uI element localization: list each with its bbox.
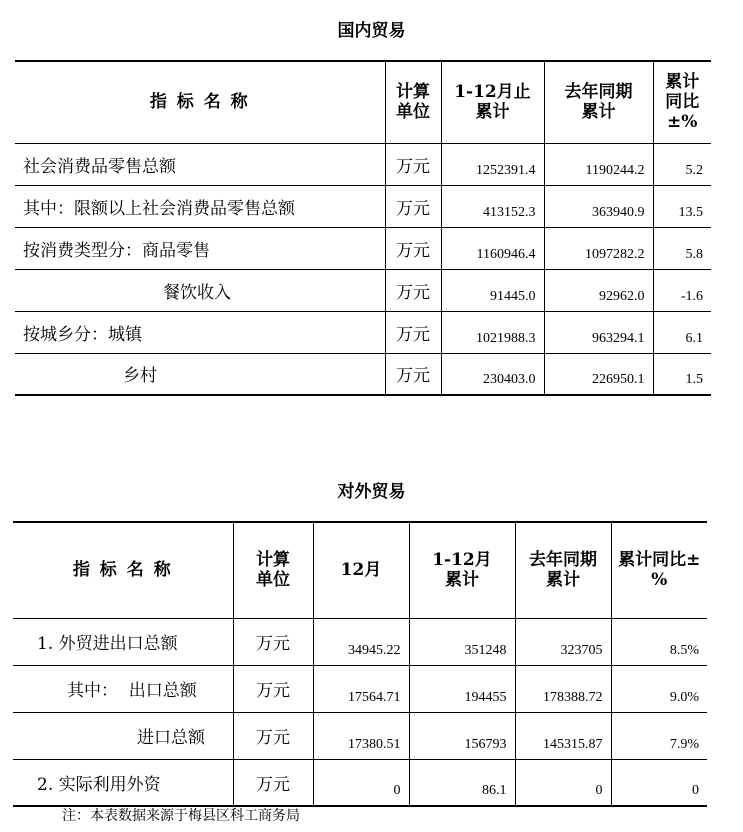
source-note: 注：本表数据来源于梅县区科工商务局	[62, 808, 300, 824]
row-pct: 5.2	[653, 143, 711, 185]
row-prev: 226950.1	[544, 353, 653, 395]
row-name: 1. 外贸进出口总额	[13, 618, 233, 665]
row-cum: 194455	[409, 665, 515, 712]
header-pct: 累计同比±%	[653, 61, 711, 143]
row-unit: 万元	[385, 269, 441, 311]
row-month: 0	[313, 759, 409, 806]
row-name: 餐饮收入	[15, 269, 385, 311]
row-unit: 万元	[233, 665, 313, 712]
row-prev: 178388.72	[515, 665, 611, 712]
row-pct: 5.8	[653, 227, 711, 269]
row-pct: 13.5	[653, 185, 711, 227]
row-unit: 万元	[385, 185, 441, 227]
row-cum: 1160946.4	[441, 227, 544, 269]
row-name: 进口总额	[13, 712, 233, 759]
row-unit: 万元	[233, 618, 313, 665]
row-cum: 351248	[409, 618, 515, 665]
table-row	[15, 143, 711, 185]
header-cum: 1-12月止累计	[441, 61, 544, 143]
row-cum: 156793	[409, 712, 515, 759]
row-unit: 万元	[233, 712, 313, 759]
row-cum: 413152.3	[441, 185, 544, 227]
row-name: 按城乡分：城镇	[15, 311, 385, 353]
row-month: 34945.22	[313, 618, 409, 665]
row-cum: 1021988.3	[441, 311, 544, 353]
table-header-row	[15, 61, 711, 143]
table-row	[13, 759, 707, 806]
row-prev: 323705	[515, 618, 611, 665]
row-pct: 7.9%	[611, 712, 707, 759]
row-prev: 1190244.2	[544, 143, 653, 185]
domestic-trade-title: 国内贸易	[337, 21, 406, 41]
table-row	[15, 185, 711, 227]
row-pct: 9.0%	[611, 665, 707, 712]
foreign-trade-title: 对外贸易	[337, 482, 406, 502]
row-prev: 0	[515, 759, 611, 806]
row-unit: 万元	[385, 353, 441, 395]
table-row	[15, 227, 711, 269]
header-unit: 计算单位	[233, 522, 313, 618]
row-pct: 0	[611, 759, 707, 806]
row-name: 乡村	[15, 353, 385, 395]
table-row	[15, 311, 711, 353]
header-prev: 去年同期累计	[515, 522, 611, 618]
table-row	[15, 269, 711, 311]
table-row	[13, 712, 707, 759]
row-unit: 万元	[385, 143, 441, 185]
row-month: 17380.51	[313, 712, 409, 759]
row-name: 2. 实际利用外资	[13, 759, 233, 806]
table-row	[15, 353, 711, 395]
row-pct: 1.5	[653, 353, 711, 395]
header-prev: 去年同期累计	[544, 61, 653, 143]
row-prev: 145315.87	[515, 712, 611, 759]
row-cum: 230403.0	[441, 353, 544, 395]
row-pct: 8.5%	[611, 618, 707, 665]
header-name: 指 标 名 称	[13, 522, 233, 618]
row-month: 17564.71	[313, 665, 409, 712]
row-pct: -1.6	[653, 269, 711, 311]
row-unit: 万元	[233, 759, 313, 806]
row-name: 社会消费品零售总额	[15, 143, 385, 185]
header-month: 12月	[313, 522, 409, 618]
header-name: 指 标 名 称	[15, 61, 385, 143]
table-row	[13, 665, 707, 712]
row-prev: 363940.9	[544, 185, 653, 227]
row-unit: 万元	[385, 311, 441, 353]
row-prev: 963294.1	[544, 311, 653, 353]
foreign-trade-table	[13, 521, 707, 807]
row-unit: 万元	[385, 227, 441, 269]
row-name: 其中： 出口总额	[13, 665, 233, 712]
header-unit: 计算单位	[385, 61, 441, 143]
row-cum: 1252391.4	[441, 143, 544, 185]
row-name: 其中：限额以上社会消费品零售总额	[15, 185, 385, 227]
row-cum: 86.1	[409, 759, 515, 806]
row-prev: 1097282.2	[544, 227, 653, 269]
row-cum: 91445.0	[441, 269, 544, 311]
row-prev: 92962.0	[544, 269, 653, 311]
header-pct: 累计同比±%	[611, 522, 707, 618]
domestic-trade-table	[15, 60, 711, 396]
row-pct: 6.1	[653, 311, 711, 353]
table-header-row	[13, 522, 707, 618]
table-row	[13, 618, 707, 665]
header-cum: 1-12月累计	[409, 522, 515, 618]
row-name: 按消费类型分：商品零售	[15, 227, 385, 269]
